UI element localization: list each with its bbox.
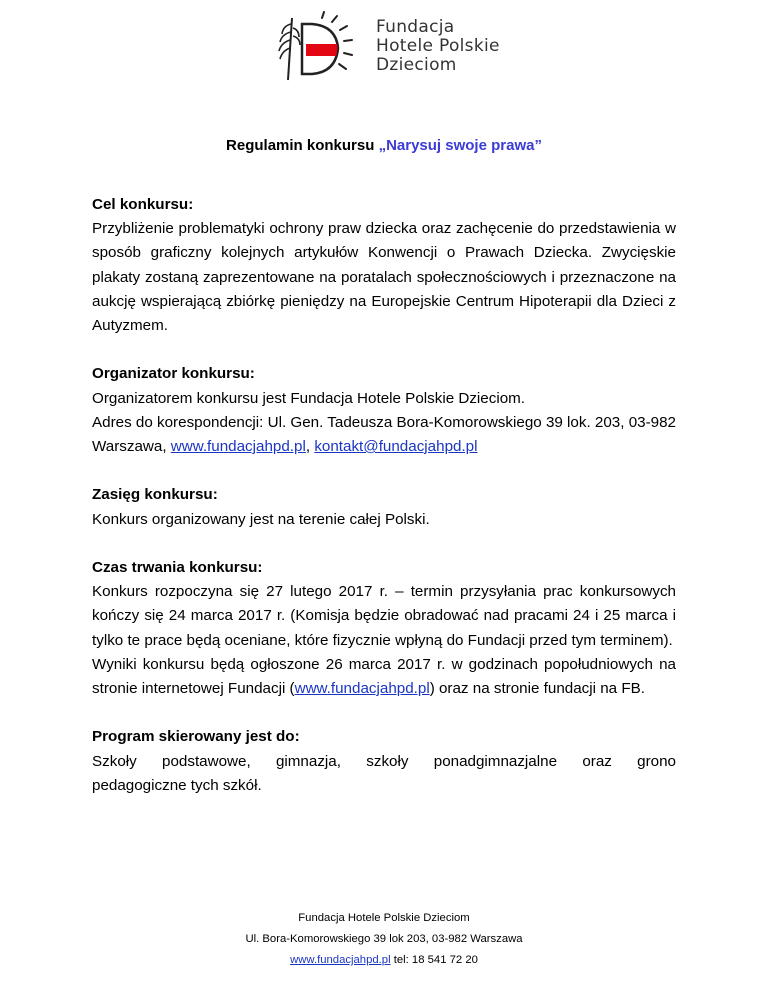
logo-emblem-icon [266, 10, 366, 86]
document-body [92, 193, 676, 822]
page-footer [0, 908, 768, 971]
organizer-name: Organizatorem konkursu jest Fundacja Hotele Polskie Dzieciom. [92, 389, 526, 407]
footer-contact [0, 950, 768, 971]
section-heading: Organizator konkursu: [92, 365, 255, 383]
email-link[interactable]: kontakt@fundacjahpd.pl [314, 438, 478, 456]
website-link[interactable]: www.fundacjahpd.pl [170, 438, 306, 456]
section-heading: Czas trwania konkursu: [92, 559, 263, 576]
logo-line-1: Fundacja [376, 17, 455, 37]
footer-address: Ul. Bora-Komorowskiego 39 lok 203, 03-982 Warszawa [245, 933, 523, 945]
website-link[interactable]: www.fundacjahpd.pl [294, 680, 430, 698]
separator: , [305, 438, 315, 456]
address-text: Adres do korespondencji: Ul. Gen. Tadeusza Bora-Komorowskiego 39 lok. 203, 03-982 Warszawa, [92, 413, 676, 456]
title-prefix: Regulamin konkursu [226, 137, 379, 154]
logo-line-3: Dzieciom [376, 55, 457, 75]
audience-line-2: pedagogiczne tych szkół. [92, 776, 262, 794]
section-duration [92, 556, 676, 701]
section-heading: Cel konkursu: [92, 196, 194, 213]
footer-phone: tel: 18 541 72 20 [390, 954, 478, 966]
section-text: Konkurs rozpoczyna się 27 lutego 2017 r. – termin przysyłania prac konkursowych kończy się 24 marca 2017 r. (Komisja będzie obradować nad pracami 24 i 25 marca i tylko te prace będą oceniane, które fizycznie wpłyną do Fundacji przed tym terminem). [92, 583, 676, 649]
section-text: Przybliżenie problematyki ochrony praw dziecka oraz zachęcenie do przedstawienia w sposób graficzny kolejnych artykułów Konwencji o Prawach Dziecka. Zwycięskie plakaty zostaną zaprezentowane na poratalach społecznościowych i przeznaczone na aukcję wspierającą zbiórkę pieniędzy na Europejskie Centrum Hipoterapii dla Dzieci z Autyzmem. [92, 220, 676, 335]
audience-line-1: Szkoły podstawowe, gimnazja, szkoły ponadgimnazjalne oraz grono [92, 752, 676, 770]
organizer-address [92, 411, 676, 459]
document-title [0, 137, 768, 154]
section-goal [92, 193, 676, 338]
section-organizer [92, 362, 676, 459]
foundation-logo [266, 10, 506, 86]
results-text-start: Wyniki konkursu będą ogłoszone 26 marca 2017 r. w godzinach popołudniowych na stronie internetowej Fundacji ( [92, 655, 676, 698]
logo-text [376, 18, 500, 75]
section-heading: Zasięg konkursu: [92, 486, 218, 504]
results-text-end: ) oraz na stronie fundacji na FB. [429, 680, 645, 698]
section-heading: Program skierowany jest do: [92, 728, 300, 746]
footer-org-name: Fundacja Hotele Polskie Dzieciom [298, 912, 470, 924]
results-text [92, 653, 676, 701]
section-scope [92, 483, 676, 531]
section-audience [92, 725, 676, 798]
logo-line-2: Hotele Polskie [376, 36, 500, 56]
footer-website-link[interactable]: www.fundacjahpd.pl [290, 954, 391, 966]
contest-name: „Narysuj swoje prawa” [378, 137, 542, 154]
section-text: Konkurs organizowany jest na terenie całej Polski. [92, 510, 430, 528]
